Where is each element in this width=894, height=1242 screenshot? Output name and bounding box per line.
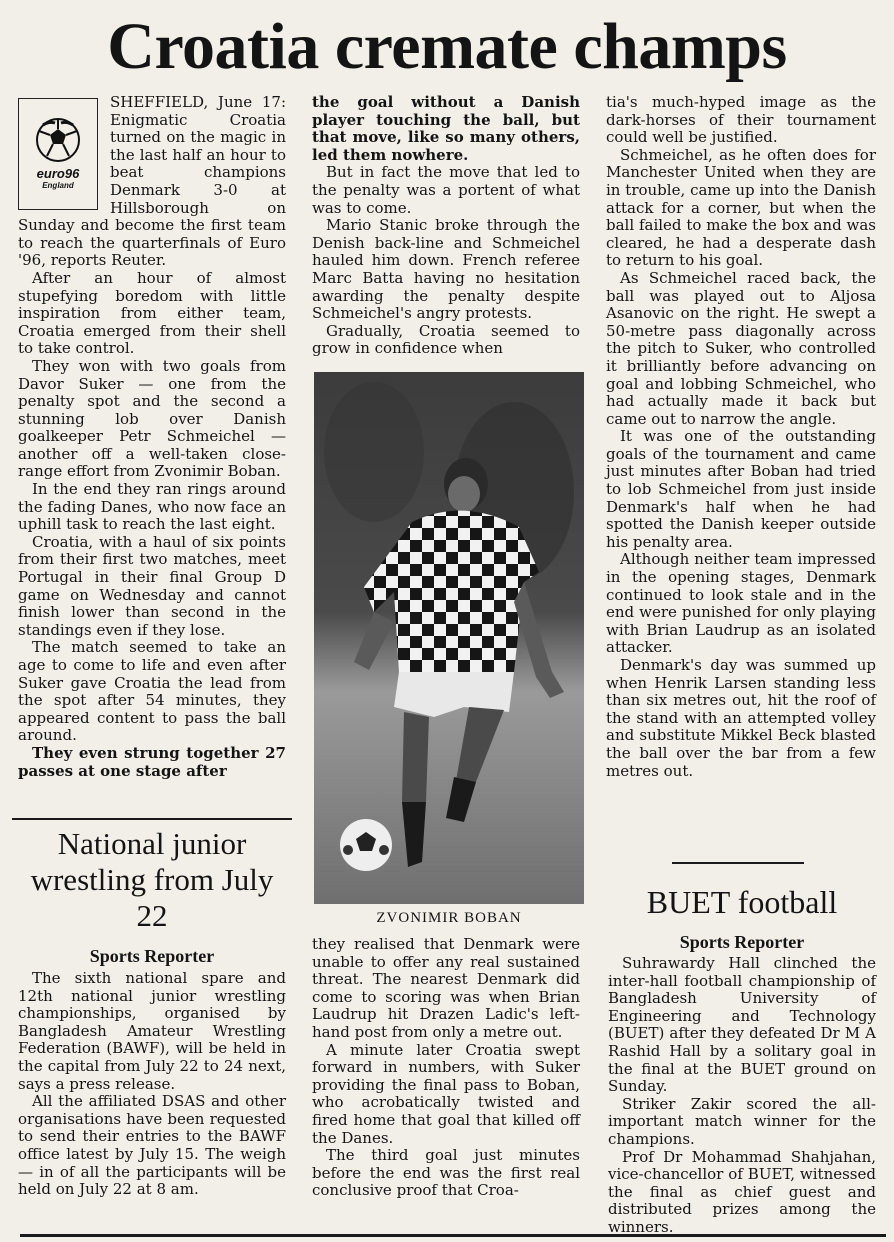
paragraph: They won with two goals from Davor Suker — one from the penalty spot and the second a stunning lob over Danish goalkeeper Petr Schmeichel — another off a well-taken close-range effort from Zvonimir Boban. <box>18 356 286 481</box>
paragraph: In the end they ran rings around the fading Danes, who now face an uphill task to reach the last eight. <box>18 480 286 534</box>
player-photo <box>314 372 584 904</box>
paragraph: tia's much-hyped image as the dark-horses of their tournament could well be justified. <box>606 93 876 147</box>
paragraph: A minute later Croatia swept forward in numbers, with Suker providing the final pass to Boban, who acrobatically twisted and fired home that goal that killed off the Danes. <box>312 1040 580 1147</box>
player-photo-image <box>314 372 584 904</box>
euro96-logo <box>18 98 98 210</box>
paragraph: Denmark's day was summed up when Henrik Larsen standing less than six metres out, hit the roof of the stand with an attempted volley and substitute Mikkel Beck blasted the ball over the bar from a few metres out. <box>606 656 876 780</box>
paragraph: The third goal just minutes before the end was the first real conclusive proof that Croa- <box>312 1146 580 1200</box>
paragraph: Prof Dr Mohammad Shahjahan, vice-chancellor of BUET, witnessed the final as chief guest and distributed prizes among the winners. <box>608 1147 876 1236</box>
paragraph: After an hour of almost stupefying boredom with little inspiration from either team, Croatia emerged from their shell to take control. <box>18 268 286 358</box>
article-column-2-continued <box>312 936 580 1200</box>
buet-headline: BUET football <box>646 884 838 920</box>
paragraph: Mario Stanic broke through the Denish back-line and Schmeichel hauled him down. French referee Marc Batta having no hesitation awarding the penalty despite Schmeichel's angry protests. <box>312 216 580 323</box>
paragraph: the goal without a Danish player touching the ball, but that move, like so many others, led them nowhere. <box>312 93 580 164</box>
paragraph: Schmeichel, as he often does for Manchester United when they are in trouble, came up into the Danish attack for a corner, but when the ball failed to make the box and was cleared, he had a desperate dash to return to his goal. <box>606 145 876 270</box>
article-column-1 <box>18 94 286 780</box>
paragraph: The match seemed to take an age to come to life and even after Suker gave Croatia the lead from the spot after 54 minutes, they appeared content to pass the ball around. <box>18 638 286 745</box>
wrestling-byline: Sports Reporter <box>89 946 215 966</box>
photo-caption: ZVONIMIR BOBAN <box>376 910 522 926</box>
buet-byline: Sports Reporter <box>679 932 805 952</box>
paragraph: It was one of the outstanding goals of the tournament and came just minutes after Boban had tried to lob Schmeichel from just inside Denmark's half when he had spotted the Danish keeper outside his penalty area. <box>606 427 876 551</box>
paragraph: But in fact the move that led to the penalty was a portent of what was to come. <box>312 163 580 217</box>
paragraph: As Schmeichel raced back, the ball was played out to Aljosa Asanovic on the right. He swept a 50-metre pass diagonally across the pitch to Suker, who controlled it brilliantly before advancing on goal and lobbing Schmeichel, who had actually made it back but came out to narrow the angle. <box>606 268 876 428</box>
paragraph: Croatia, with a haul of six points from their first two matches, meet Portugal in their final Group D game on Wednesday and cannot finish lower than second in the standings even if they lose. <box>18 532 286 639</box>
wrestling-body <box>18 970 286 1199</box>
article-column-2 <box>312 94 580 358</box>
paragraph: Gradually, Croatia seemed to grow in confidence when <box>312 321 580 358</box>
logo-text: euro96 England <box>36 166 80 190</box>
paragraph: SHEFFIELD, June 17: Enigmatic Croatia turned on the magic in the last half an hour to beat champions Denmark 3-0 at Hillsborough on Sunday and become the first team to reach the quarterfinals of Euro '96, reports Reuter. <box>18 93 286 270</box>
paragraph: Suhrawardy Hall clinched the inter-hall football championship of Bangladesh University of Engineering and Technology (BUET) after they defeated Dr M A Rashid Hall by a solitary goal in the final at the BUET ground on Sunday. <box>608 954 876 1096</box>
paragraph: Although neither team impressed in the opening stages, Denmark continued to look stale and in the end were punished for only playing with Brian Laudrup as an isolated attacker. <box>606 550 876 657</box>
paragraph: they realised that Denmark were unable to offer any real sustained threat. The nearest Denmark did come to scoring was when Brian Laudrup hit Drazen Ladic's left-hand post from only a metre out. <box>312 935 580 1041</box>
wrestling-headline: National junior wrestling from July 22 <box>30 826 274 933</box>
buet-body <box>608 955 876 1237</box>
column-rule-left <box>12 818 292 820</box>
paragraph: Striker Zakir scored the all-important match winner for the champions. <box>608 1094 876 1148</box>
article-column-3 <box>606 94 876 780</box>
main-headline: Croatia cremate champs <box>107 10 787 83</box>
section-divider <box>672 862 804 864</box>
paragraph: They even strung together 27 passes at one stage after <box>18 743 286 780</box>
football-icon <box>35 117 81 163</box>
paragraph: The sixth national spare and 12th national junior wrestling championships, organised by Bangladesh Amateur Wrestling Federation (BAWF), will be held in the capital from July 22 to 24 next, says a press release. <box>18 969 286 1093</box>
paragraph: All the affiliated DSAS and other organisations have been requested to send their entries to the BAWF office latest by July 15. The weigh — in of all the participants will be held on July 22 at 8 am. <box>18 1092 286 1199</box>
